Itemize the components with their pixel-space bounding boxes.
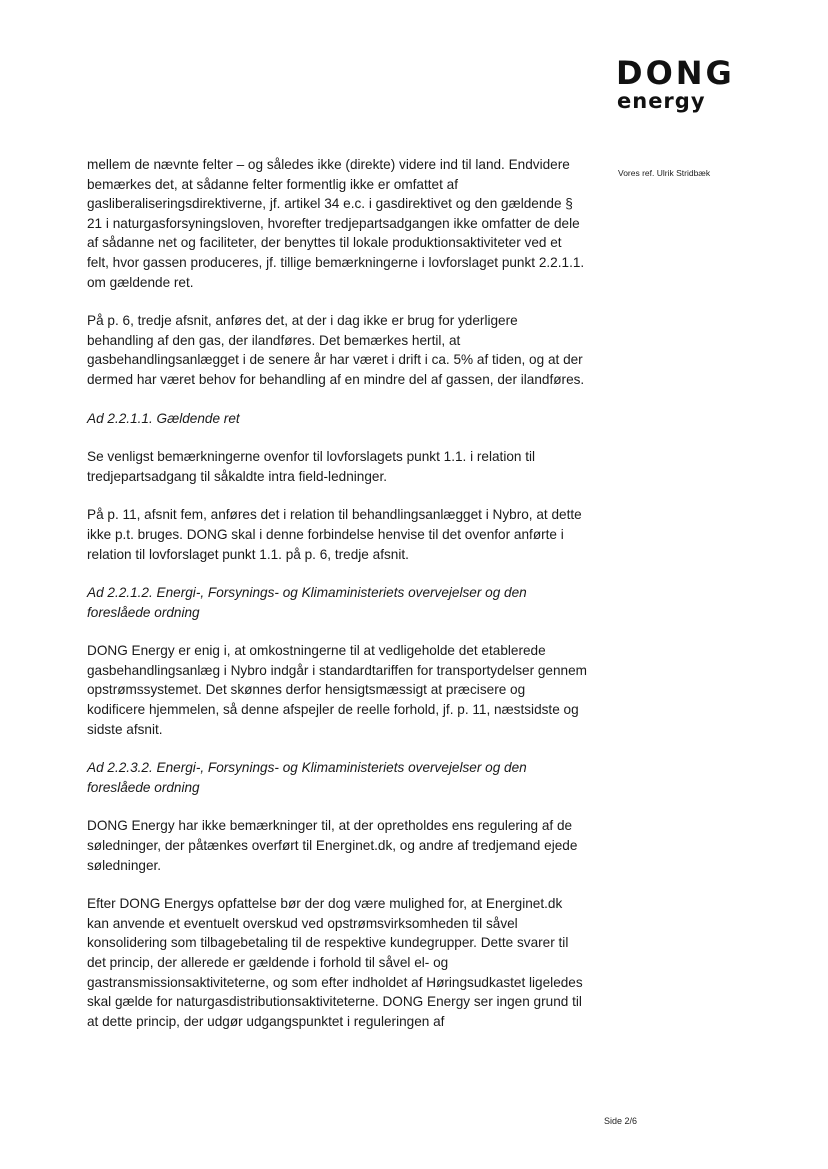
dong-energy-logo [616,56,786,112]
logo-mark: DONG [616,54,735,92]
section-heading: Ad 2.2.1.1. Gældende ret [87,410,240,426]
page-number: Side 2/6 [604,1116,638,1126]
paragraph: DONG Energy har ikke bemærkninger til, at der opretholdes ens regulering af de søledninger, der påtænkes overført til Energinet.dk, og andre af tredjemand ejede søledninger. [87,818,578,873]
section-heading: Ad 2.2.3.2. Energi-, Forsynings- og Klimaministeriets overvejelser og den foreslåede ordning [87,760,527,795]
paragraph: mellem de nævnte felter – og således ikke (direkte) videre ind til land. Endvidere bemærkes det, at sådanne felter formentlig ikke er omfattet af gasliberaliseringsdirektiverne, jf. artikel 34 e.c. i gasdirektivet og den gældende § 21 i naturgasforsyningsloven, hvorefter tredjepartsadgangen ikke omfatter de dele af sådanne net og faciliteter, der benyttes til lokale produktionsaktiviteter ved et felt, hvor gassen produceres, jf. tillige bemærkningerne i lovforslaget punkt 2.2.1.1. om gældende ret. [87,157,585,290]
paragraph: På p. 11, afsnit fem, anføres det i relation til behandlingsanlægget i Nybro, at dette ikke p.t. bruges. DONG skal i denne forbindelse henvise til det ovenfor anførte i relation til lovforslaget punkt 1.1. på p. 6, tredje afsnit. [87,507,582,562]
paragraph: Se venligst bemærkningerne ovenfor til lovforslagets punkt 1.1. i relation til tredjepartsadgang til såkaldte intra field-ledninger. [87,449,536,484]
paragraph: Efter DONG Energys opfattelse bør der dog være mulighed for, at Energinet.dk kan anvende et eventuelt overskud ved opstrømsvirksomheden til såvel konsolidering som tilbagebetaling til de respektive kundegrupper. Dette svarer til det princip, der allerede er gældende i forhold til såvel el- og gastransmissionsaktiviteterne, og som efter indholdet af Høringsudkastet ligeledes skal gælde for naturgasdistributionsaktiviteterne. DONG Energy ser ingen grund til at dette princip, der udgør udgangspunktet i reguleringen af [87,896,583,1029]
reference-line: Vores ref. Ulrik Stridbæk [618,168,711,178]
paragraph: På p. 6, tredje afsnit, anføres det, at der i dag ikke er brug for yderligere behandling af den gas, der ilandføres. Det bemærkes hertil, at gasbehandlingsanlægget i de senere år har været i drift i ca. 5% af tiden, og at der dermed har været behov for behandling af en mindre del af gassen, der ilandføres. [87,313,585,387]
document-body [87,155,587,1050]
section-heading: Ad 2.2.1.2. Energi-, Forsynings- og Klimaministeriets overvejelser og den foreslåede ordning [87,585,527,620]
logo-subtitle: energy [617,89,706,113]
paragraph: DONG Energy er enig i, at omkostningerne til at vedligeholde det etablerede gasbehandlingsanlæg i Nybro indgår i standardtariffen for transportydelser gennem opstrømssystemet. Det skønnes derfor hensigtsmæssigt at præcisere og kodificere hjemmelen, så denne afspejler de reelle forhold, jf. p. 11, næstsidste og sidste afsnit. [87,643,587,737]
